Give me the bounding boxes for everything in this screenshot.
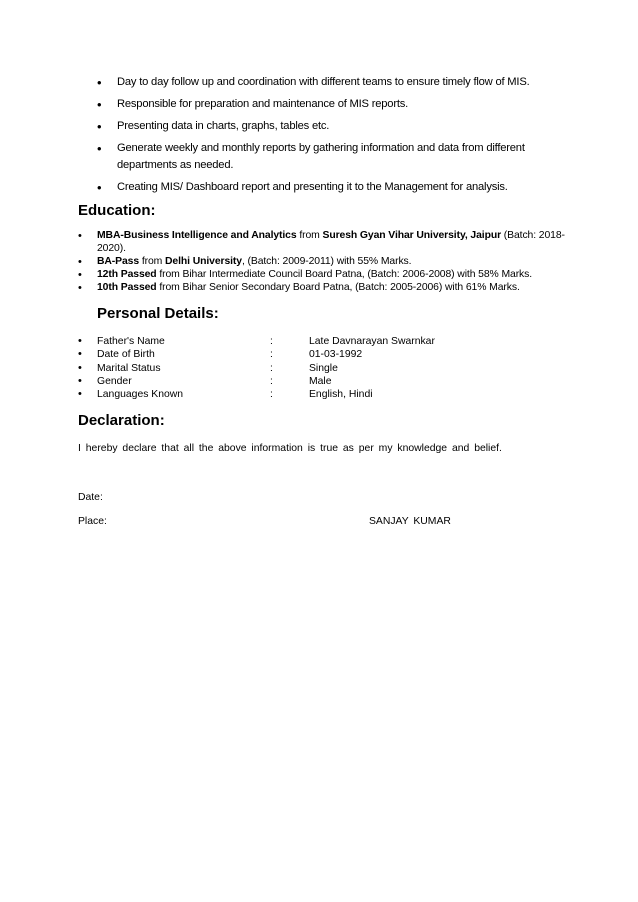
place-label: Place: [78,516,107,527]
personal-details-heading: Personal Details: [97,305,219,322]
detail-label: • Father's Name [97,336,165,347]
detail-label: • Gender [97,375,132,387]
list-item: • Creating MIS/ Dashboard report and presenting it to the Management for analysis. [97,179,567,196]
degree-name: MBA-Business Intelligence and Analytics [97,230,297,241]
detail-value: Male [309,375,332,387]
list-item [78,362,558,375]
detail-separator: : [270,336,273,347]
list-item: • MBA-Business Intelligence and Analytics from Suresh Gyan Vihar University, Jaipur (Batch: 2018-2020). [78,230,578,255]
education-heading: Education: [78,202,156,219]
list-item: • Presenting data in charts, graphs, tables etc. [97,118,567,135]
list-item: • Day to day follow up and coordination with different teams to ensure timely flow of MIS. [97,74,567,91]
signatory-name: SANJAY KUMAR [369,516,451,527]
detail-separator: : [270,389,273,401]
detail-label: • Marital Status [97,362,161,374]
list-item [78,348,558,361]
education-list [78,230,578,295]
institution-name: Delhi University [165,255,242,267]
degree-name: BA-Pass [97,255,140,267]
degree-name: 10th Passed [97,281,157,293]
detail-separator: : [270,362,273,374]
work-responsibilities-list [97,74,567,201]
list-item [78,335,558,348]
detail-separator: : [270,375,273,387]
list-item [78,388,558,401]
list-item: • BA-Pass from Delhi University, (Batch: 2009-2011) with 55% Marks. [78,256,578,269]
detail-value: Single [309,362,338,374]
detail-separator: : [270,349,273,361]
list-item: • 12th Passed from Bihar Intermediate Council Board Patna, (Batch: 2006-2008) with 58% Marks. [78,269,578,282]
detail-label: • Languages Known [97,389,184,401]
declaration-heading: Declaration: [78,412,165,429]
detail-label: • Date of Birth [97,349,155,361]
list-item [78,375,558,388]
degree-name: 12th Passed [97,268,157,280]
list-item: • 10th Passed from Bihar Senior Secondary Board Patna, (Batch: 2005-2006) with 61% Marks. [78,282,578,295]
detail-value: Late Davnarayan Swarnkar [309,336,435,347]
date-label: Date: [78,492,103,503]
institution-name: Suresh Gyan Vihar University, Jaipur [322,230,502,241]
personal-details-list [78,335,558,401]
detail-value: 01-03-1992 [309,349,363,361]
list-item: • Responsible for preparation and maintenance of MIS reports. [97,96,567,113]
list-item: • Generate weekly and monthly reports by gathering information and data from different departments as needed. [97,140,567,174]
declaration-text: I hereby declare that all the above information is true as per my knowledge and belief. [78,443,502,454]
detail-value: English, Hindi [309,389,373,401]
